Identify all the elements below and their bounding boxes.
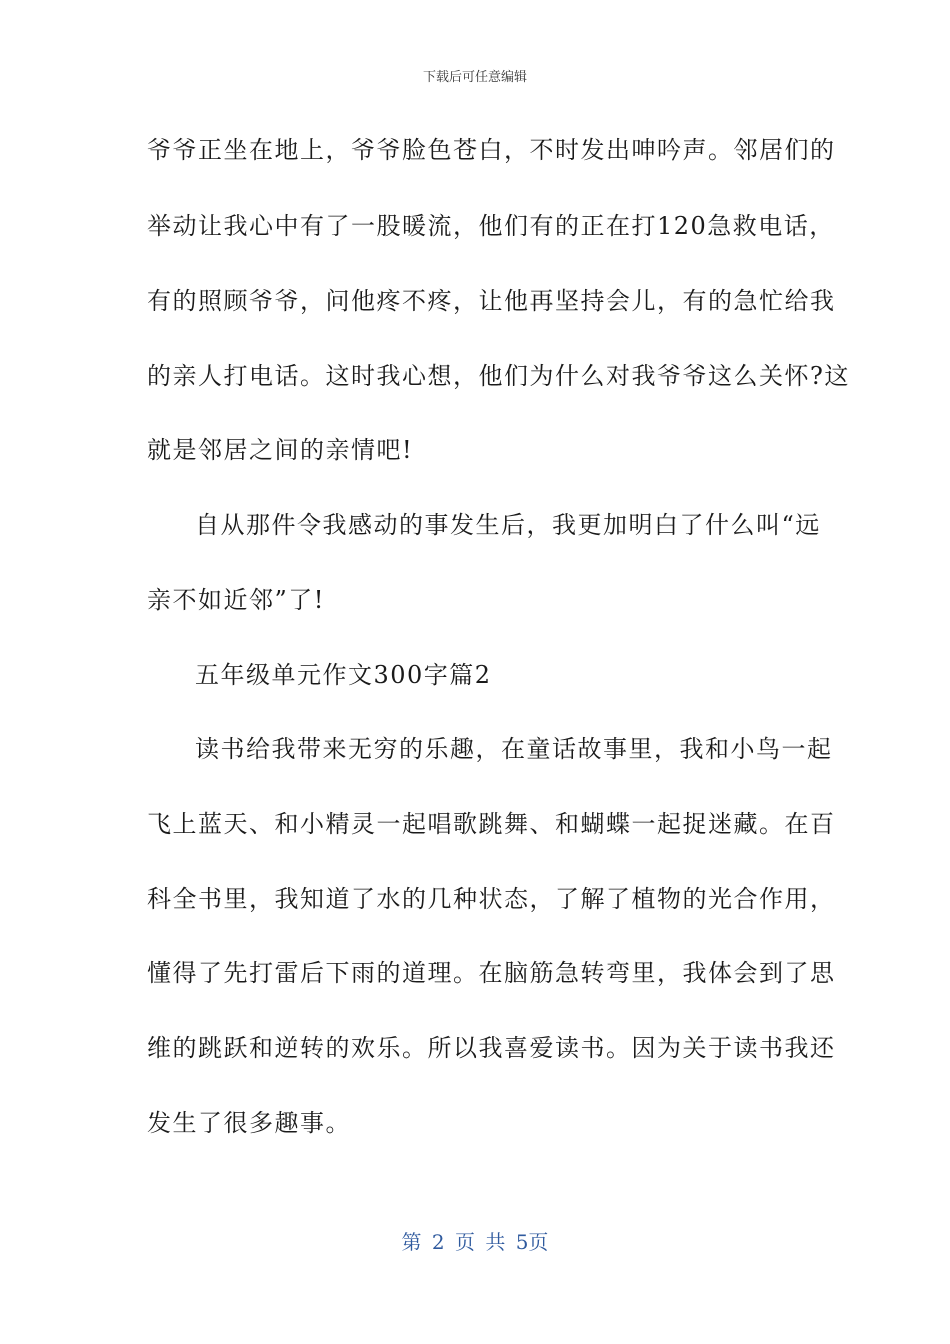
body-line-12: 懂得了先打雷后下雨的道理。在脑筋急转弯里，我体会到了思 (147, 959, 836, 987)
body-line-5: 就是邻居之间的亲情吧! (147, 436, 414, 464)
page-footer: 第 2 页 共 5页 (401, 1230, 549, 1254)
body-line-11: 科全书里，我知道了水的几种状态，了解了植物的光合作用， (147, 885, 836, 913)
body-line-7: 亲不如近邻”了! (147, 586, 325, 614)
body-line-14: 发生了很多趣事。 (147, 1109, 351, 1137)
body-line-13: 维的跳跃和逆转的欢乐。所以我喜爱读书。因为关于读书我还 (147, 1034, 836, 1062)
body-line-9: 读书给我带来无穷的乐趣，在童话故事里，我和小鸟一起 (195, 735, 833, 763)
body-line-1: 爷爷正坐在地上，爷爷脸色苍白，不时发出呻吟声。邻居们的 (147, 136, 836, 164)
body-line-10: 飞上蓝天、和小精灵一起唱歌跳舞、和蝴蝶一起捉迷藏。在百 (147, 810, 836, 838)
body-line-3: 有的照顾爷爷，问他疼不疼，让他再坚持会儿，有的急忙给我 (147, 287, 836, 315)
body-line-6: 自从那件令我感动的事发生后，我更加明白了什么叫“远 (195, 511, 821, 539)
page-header: 下载后可任意编辑 (422, 70, 527, 85)
body-line-2: 举动让我心中有了一股暖流，他们有的正在打120急救电话， (147, 212, 835, 240)
body-line-4: 的亲人打电话。这时我心想，他们为什么对我爷爷这么关怀?这 (147, 362, 850, 390)
section-heading: 五年级单元作文300字篇2 (195, 661, 492, 689)
